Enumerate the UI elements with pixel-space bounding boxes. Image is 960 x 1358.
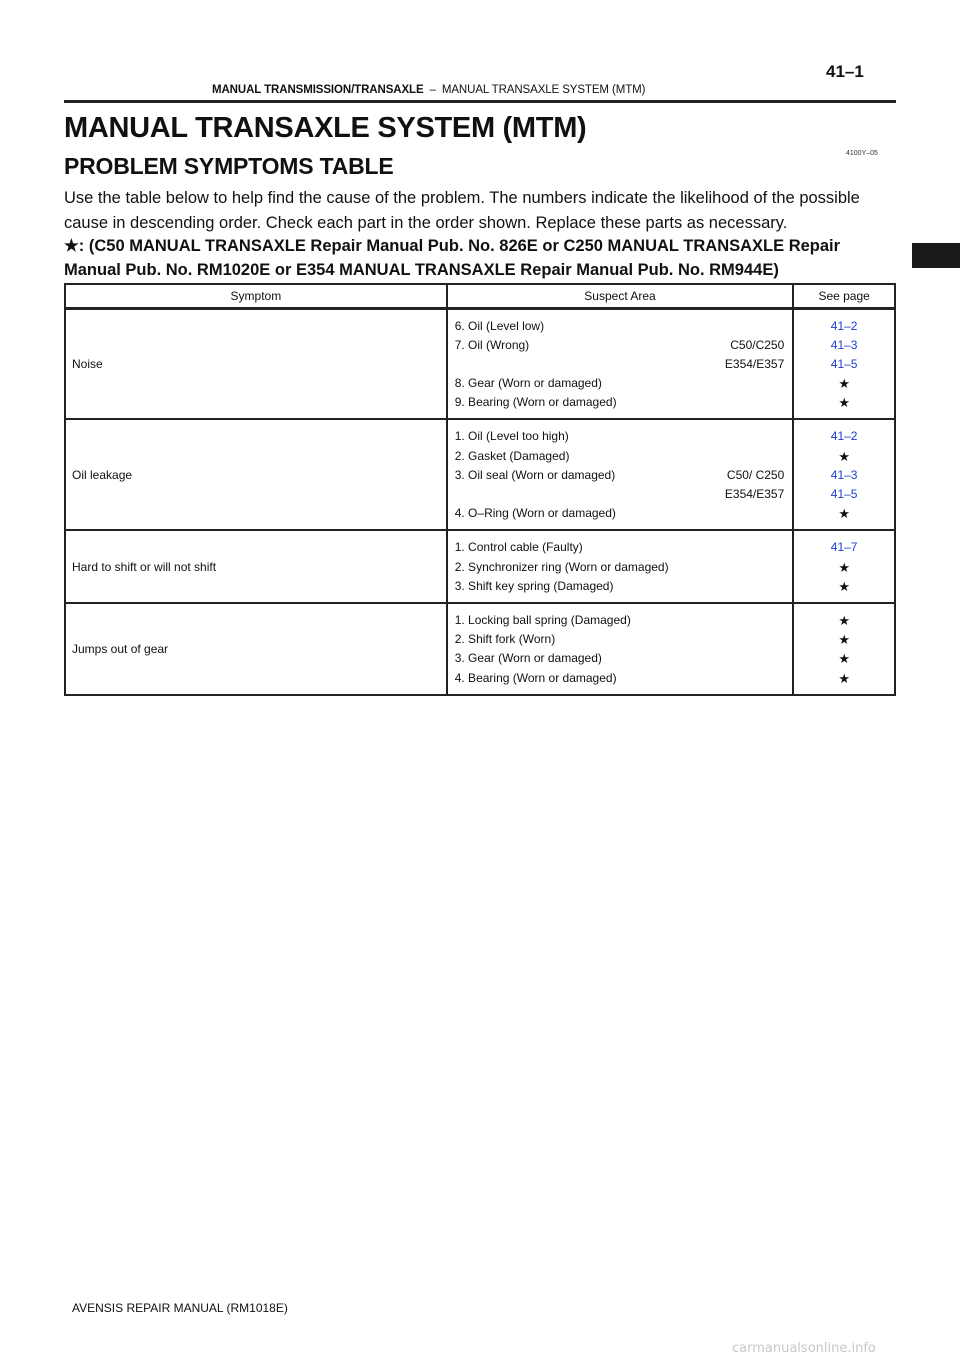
header-rule [64,100,896,103]
section-title: MANUAL TRANSMISSION/TRANSAXLE [212,84,424,96]
header-separator: – [429,84,436,96]
suspect-area-line [448,427,793,446]
symptom-cell: Jumps out of gear [65,603,447,695]
table-row [65,308,895,419]
page-title: MANUAL TRANSAXLE SYSTEM (MTM) [64,112,587,144]
star-icon: ★ [838,506,850,522]
document-code: 4100Y–05 [846,150,878,157]
suspect-area-cell [447,530,794,603]
note-line-1-text: : (C50 MANUAL TRANSAXLE Repair Manual Pub. No. 826E or C250 MANUAL TRANSAXLE Repair [78,237,841,255]
suspect-area-text: 3. Shift key spring (Damaged) [454,578,614,593]
page-reference-link[interactable]: 41–5 [830,487,858,501]
see-page-line [794,485,894,504]
suspect-area-text: 4. Bearing (Worn or damaged) [454,670,617,685]
suspect-area-line [448,649,793,668]
see-page-line [794,317,894,336]
star-icon: ★ [838,612,850,628]
star-icon: ★ [838,632,850,648]
star-icon: ★ [838,559,850,575]
suspect-area-text: 8. Gear (Worn or damaged) [454,376,602,391]
footer-manual-id: AVENSIS REPAIR MANUAL (RM1018E) [72,1301,288,1315]
see-page-cell [793,530,895,603]
watermark: carmanualsonline.info [732,1341,876,1356]
star-icon: ★ [838,670,850,686]
page-reference-link[interactable]: 41–7 [830,540,858,555]
star-icon: ★ [838,651,850,667]
suspect-area-line [448,669,793,688]
suspect-area-cell [447,419,794,530]
suspect-area-line [448,447,793,466]
intro-line-1: Use the table below to help find the cause of the problem. The numbers indicate the likelihood of the possible [64,189,860,207]
reference-note [64,234,896,282]
see-page-line [794,427,894,446]
page-reference-link[interactable]: 41–5 [830,356,858,371]
suspect-area-line [448,355,793,374]
transaxle-variant: E354/E357 [724,356,785,371]
table-row [65,419,895,530]
column-header-suspect-area: Suspect Area [447,284,794,308]
column-header-symptom: Symptom [65,284,447,308]
see-page-line [794,538,894,557]
suspect-area-text: 7. Oil (Wrong) [454,337,530,352]
star-icon: ★ [838,448,850,464]
see-page-line [794,374,894,393]
table-row [65,603,895,695]
intro-paragraph [64,186,896,236]
subsection-title: MANUAL TRANSAXLE SYSTEM (MTM) [441,84,646,96]
see-page-line [794,447,894,466]
see-page-cell [793,419,895,530]
suspect-area-text: 1. Locking ball spring (Damaged) [454,612,631,627]
suspect-area-line [448,485,793,504]
suspect-area-line [448,504,793,523]
table-row [65,530,895,603]
page-reference-link[interactable]: 41–3 [830,337,858,352]
suspect-area-line [448,317,793,336]
suspect-area-text: 4. O–Ring (Worn or damaged) [454,506,616,521]
section-tab-marker [912,243,960,268]
suspect-area-line [448,630,793,649]
note-line-2: Manual Pub. No. RM1020E or E354 MANUAL TRANSAXLE Repair Manual Pub. No. RM944E) [64,261,779,279]
see-page-line [794,355,894,374]
suspect-area-line [448,577,793,596]
see-page-cell [793,308,895,419]
running-head [212,84,645,96]
suspect-area-line [448,336,793,355]
page-reference-link[interactable]: 41–2 [830,429,858,444]
symptom-cell: Oil leakage [65,419,447,530]
suspect-area-line [448,558,793,577]
transaxle-variant: E354/E357 [724,487,785,501]
suspect-area-line [448,611,793,630]
see-page-line [794,611,894,630]
suspect-area-text: 3. Oil seal (Worn or damaged) [454,467,616,482]
suspect-area-line [448,393,793,412]
see-page-line [794,577,894,596]
suspect-area-text: 9. Bearing (Worn or damaged) [454,395,617,410]
transaxle-variant: C50/C250 [730,337,785,352]
star-icon: ★ [838,395,850,411]
suspect-area-line [448,466,793,485]
suspect-area-text: 2. Shift fork (Worn) [454,632,556,647]
star-icon: ★ [838,376,850,392]
see-page-line [794,558,894,577]
see-page-cell [793,603,895,695]
section-heading: PROBLEM SYMPTOMS TABLE [64,153,394,179]
page-reference-link[interactable]: 41–2 [830,318,858,333]
transaxle-variant: C50/ C250 [726,467,785,482]
suspect-area-line [448,374,793,393]
star-icon: ★ [838,578,850,594]
see-page-line [794,504,894,523]
suspect-area-text: 1. Oil (Level too high) [454,429,569,444]
see-page-line [794,630,894,649]
suspect-area-line [448,538,793,557]
table-header-row [65,284,895,308]
symptom-cell: Noise [65,308,447,419]
intro-line-2: cause in descending order. Check each part in the order shown. Replace these parts as necessary. [64,214,788,232]
see-page-line [794,393,894,412]
star-icon: ★ [64,237,79,255]
see-page-line [794,336,894,355]
suspect-area-cell [447,603,794,695]
problem-symptoms-table [64,283,896,696]
note-line-1 [64,234,896,258]
suspect-area-text: 2. Gasket (Damaged) [454,448,570,463]
suspect-area-cell [447,308,794,419]
suspect-area-text: 2. Synchronizer ring (Worn or damaged) [454,559,669,574]
page-number: 41–1 [826,62,864,81]
suspect-area-text: 3. Gear (Worn or damaged) [454,651,602,666]
see-page-line [794,649,894,668]
column-header-see-page: See page [793,284,895,308]
see-page-line [794,466,894,485]
suspect-area-text: 1. Control cable (Faulty) [454,540,583,555]
page-reference-link[interactable]: 41–3 [830,467,858,482]
symptom-cell: Hard to shift or will not shift [65,530,447,603]
suspect-area-text: 6. Oil (Level low) [454,318,545,333]
see-page-line [794,669,894,688]
